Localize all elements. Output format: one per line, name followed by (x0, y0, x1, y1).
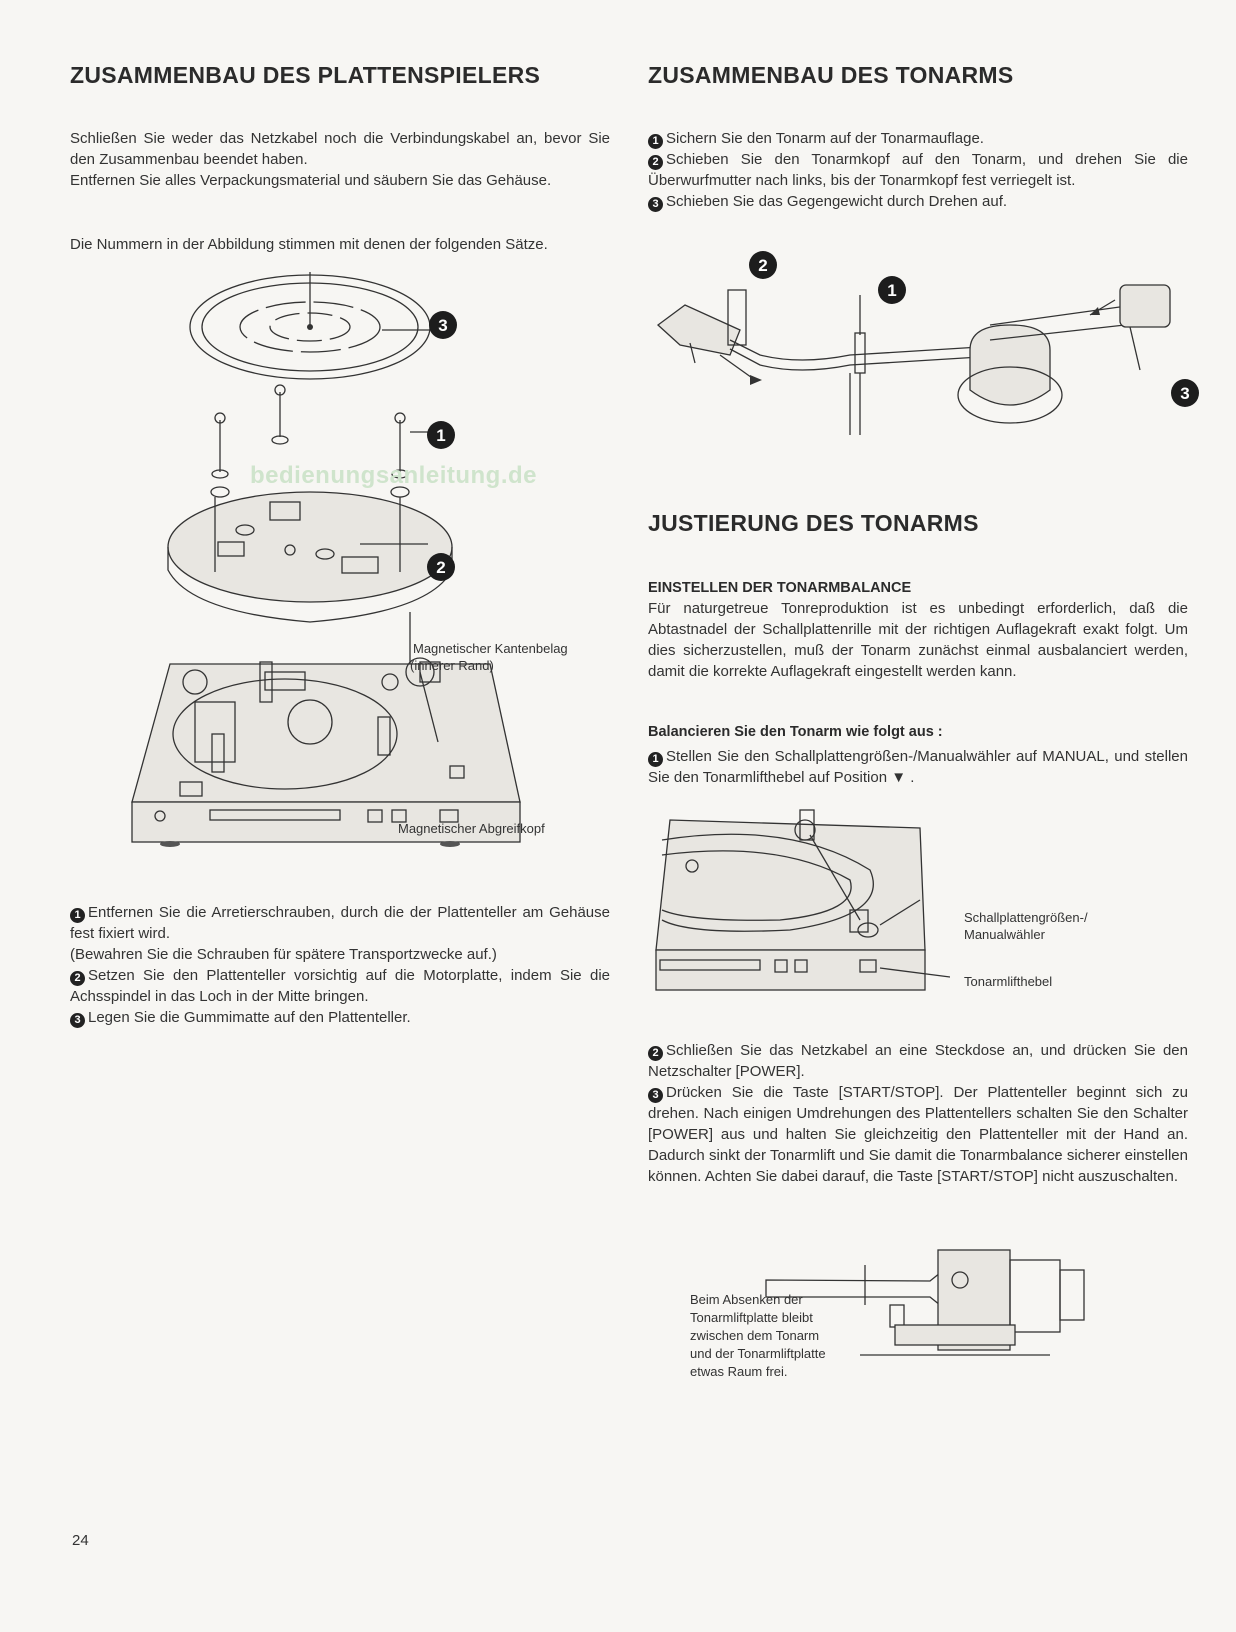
left-title: ZUSAMMENBAU DES PLATTENSPIELERS (70, 62, 541, 88)
subheading-balance: EINSTELLEN DER TONARMBALANCE (648, 580, 912, 596)
right-step-2-text: Schieben Sie den Tonarmkopf auf den Tonarm, und drehen Sie die Überwurfmutter nach links, bis der Tonarmkopf fest verriegelt ist. (648, 151, 1188, 189)
intro-text-1: Schließen Sie weder das Netzkabel noch die Verbindungskabel an, bevor Sie den Zusammenbau beendet haben. (70, 130, 610, 168)
svg-text:1: 1 (887, 281, 897, 300)
label-inner-edge: (innerer Rand) (410, 658, 494, 673)
balance-paragraph: Für naturgetreue Tonreproduktion ist es unbedingt erforderlich, daß die Abtastnadel der Schallplattenrille mit der richtigen Auflagekraft exakt folgt. Um dies sicherzustellen, muß der Tonarm zunächst einmal ausbalanciert werden, damit die korrekte Auflagekraft eingestellt werden kann. (648, 600, 1188, 680)
right-step-2 (648, 149, 1188, 191)
left-step-3 (70, 1007, 610, 1028)
left-step-note-text: (Bewahren Sie die Schrauben für spätere Transportzwecke auf.) (70, 946, 497, 963)
balance-step-3-text: Drücken Sie die Taste [START/STOP]. Der Plattenteller beginnt sich zu drehen. Nach einigen Umdrehungen des Plattentellers schalten Sie den Schalter [POWER] aus und halten Sie gleichzeitig den Plattenteller mit der Hand an. Dadurch sinkt der Tonarmlift und Sie damit die Tonarmbalance sicherer einstellen können. Achten Sie dabei darauf, die Taste [START/STOP] nicht auszuschalten. (648, 1084, 1188, 1185)
step-number-icon: 3 (70, 1013, 85, 1028)
tonearm-callout-2-icon (748, 250, 778, 280)
label-magnetic-pickup: Magnetischer Abgreifkopf (398, 821, 545, 836)
svg-text:3: 3 (438, 316, 448, 335)
step-number-icon: 1 (648, 134, 663, 149)
lift-caption-line-3: zwischen dem Tonarm (690, 1328, 820, 1343)
right-step-3 (648, 191, 1188, 212)
step-number-icon: 2 (70, 971, 85, 986)
svg-text:3: 3 (1180, 384, 1190, 403)
lift-caption-line-1: Beim Absenken der (690, 1292, 803, 1307)
left-step-1-text: Entfernen Sie die Arretierschrauben, durch die der Plattenteller am Gehäuse fest fixiert wird. (70, 904, 610, 942)
balance-step-2-text: Schließen Sie das Netzkabel an eine Steckdose an, und drücken Sie den Netzschalter [POWER]. (648, 1042, 1188, 1080)
callout-3-icon (428, 310, 458, 340)
intro-paragraph-1 (70, 128, 610, 191)
balance-step-2 (648, 1040, 1188, 1082)
right-step-1 (648, 128, 1188, 149)
balance-step-1 (648, 746, 1188, 788)
svg-text:2: 2 (436, 558, 446, 577)
lift-caption-line-5: etwas Raum frei. (690, 1364, 788, 1379)
right-title: ZUSAMMENBAU DES TONARMS (648, 62, 1014, 88)
right-step-3-text: Schieben Sie das Gegengewicht durch Drehen auf. (666, 193, 1008, 210)
turntable-assembly-figure (120, 272, 620, 882)
tonearm-assembly-figure (650, 245, 1220, 455)
label-magnetic-edge: Magnetischer Kantenbelag (413, 641, 568, 656)
tonearm-callout-1-icon (877, 275, 907, 305)
tonearm-callout-3-icon (1170, 378, 1200, 408)
label-lift-lever: Tonarmlifthebel (964, 974, 1053, 989)
right-title-2: JUSTIERUNG DES TONARMS (648, 510, 979, 536)
left-step-3-text: Legen Sie die Gummimatte auf den Plattenteller. (88, 1009, 411, 1026)
svg-text:2: 2 (758, 256, 768, 275)
balance-step-1-text: Stellen Sie den Schallplattengrößen-/Manualwähler auf MANUAL, und stellen Sie den Tonarmlifthebel auf Position ▼ . (648, 748, 1188, 786)
watermark: bedienungsanleitung.de (250, 462, 538, 489)
step-number-icon: 1 (648, 752, 663, 767)
svg-text:1: 1 (436, 426, 446, 445)
step-number-icon: 2 (648, 155, 663, 170)
label-record-size-selector: Schallplattengrößen-/ (964, 910, 1088, 925)
step-number-icon: 2 (648, 1046, 663, 1061)
left-step-1 (70, 902, 610, 944)
right-steps (648, 128, 1188, 212)
left-steps (70, 902, 610, 1028)
step-number-icon: 1 (70, 908, 85, 923)
left-step-2-text: Setzen Sie den Plattenteller vorsichtig auf die Motorplatte, indem Sie die Achsspindel in das Loch in der Mitte bringen. (70, 967, 610, 1005)
page-number: 24 (72, 1532, 89, 1549)
balance-step-3 (648, 1082, 1188, 1187)
step-number-icon: 3 (648, 1088, 663, 1103)
intro-text-2: Entfernen Sie alles Verpackungsmaterial und säubern Sie das Gehäuse. (70, 172, 552, 189)
step-number-icon: 3 (648, 197, 663, 212)
lift-caption-line-2: Tonarmliftplatte bleibt (690, 1310, 813, 1325)
turntable-selector-figure (650, 800, 950, 1015)
right-step-1-text: Sichern Sie den Tonarm auf der Tonarmauflage. (666, 130, 984, 147)
left-step-2 (70, 965, 610, 1007)
lift-caption (690, 1291, 826, 1381)
label-manual-selector: Manualwähler (964, 927, 1045, 942)
lift-caption-line-4: und der Tonarmliftplatte (690, 1346, 826, 1361)
intro-paragraph-2: Die Nummern in der Abbildung stimmen mit denen der folgenden Sätze. (70, 236, 548, 253)
subheading-balance-steps: Balancieren Sie den Tonarm wie folgt aus : (648, 724, 943, 740)
left-step-note (70, 944, 610, 965)
callout-2-icon (426, 552, 456, 582)
callout-1-icon (426, 420, 456, 450)
